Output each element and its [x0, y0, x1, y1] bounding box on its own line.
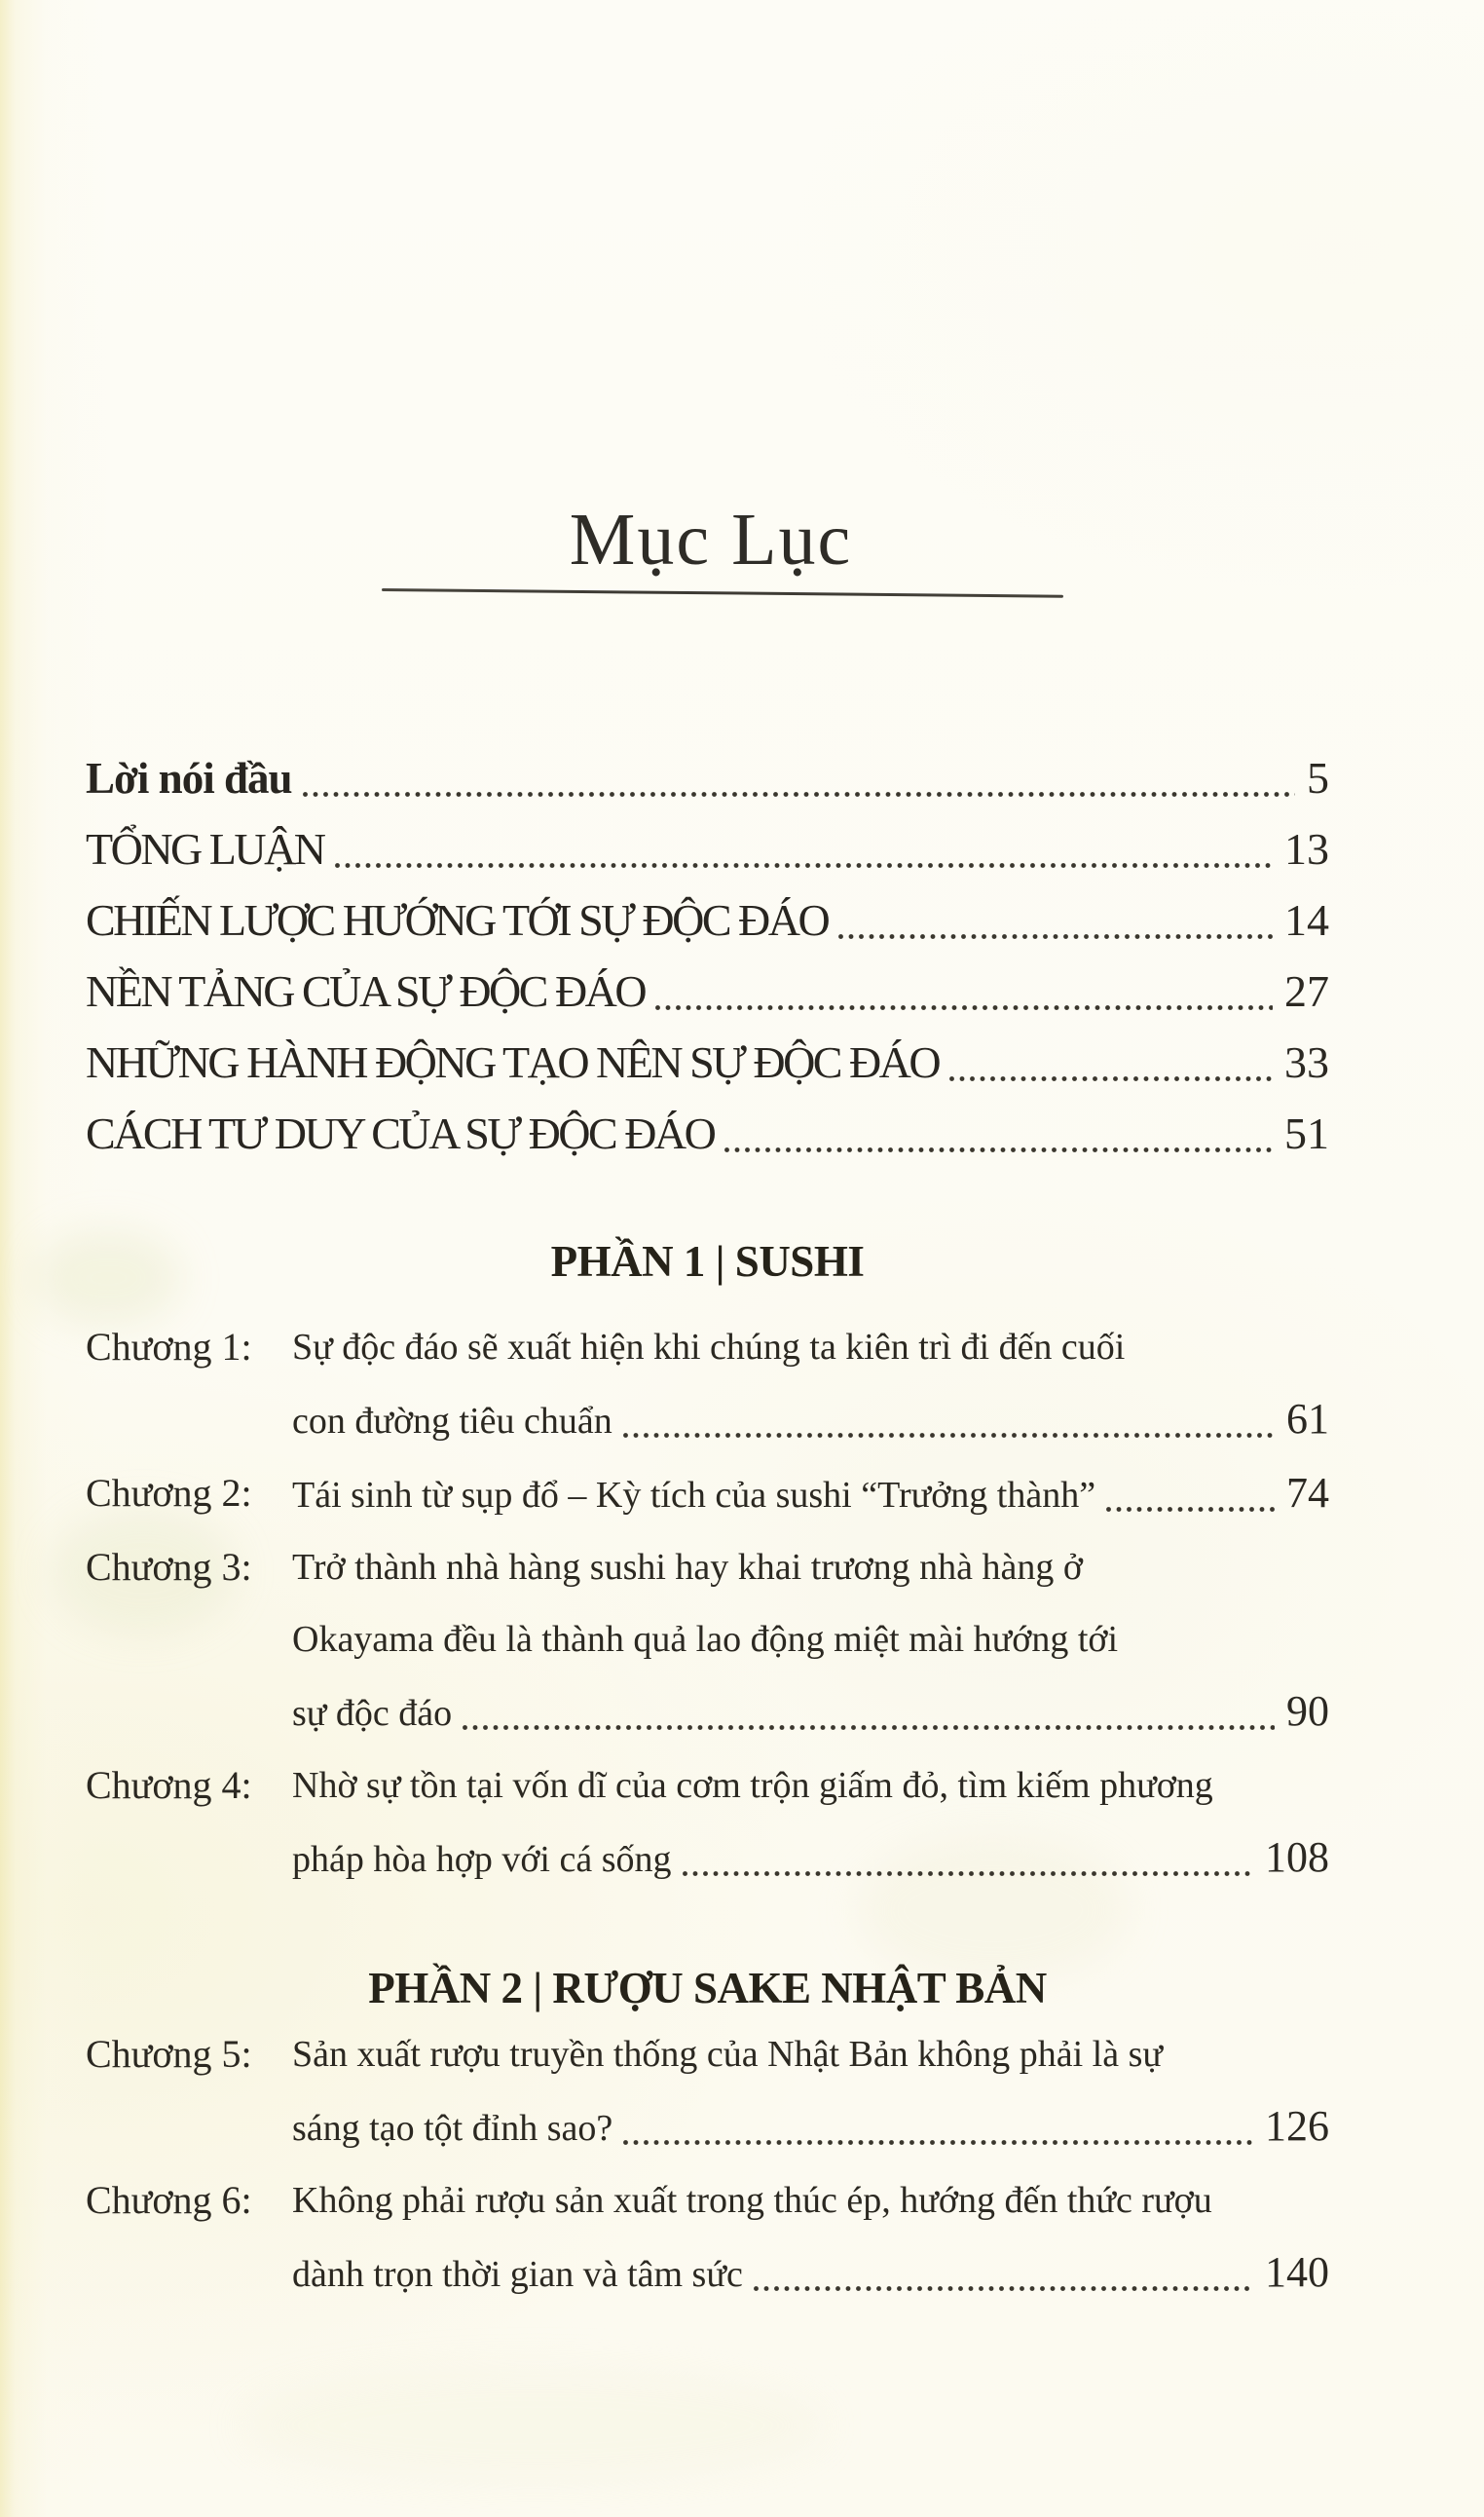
- dot-leader: [682, 1870, 1254, 1877]
- dot-leader: [462, 1724, 1275, 1731]
- toc-entry-page-number: 5: [1307, 753, 1329, 803]
- chapter-title-text: sáng tạo tột đỉnh sao?: [292, 2108, 613, 2149]
- chapter-title-text: pháp hòa hợp với cá sống: [292, 1839, 672, 1880]
- chapter-title-line: [292, 1822, 1329, 1896]
- chapter-content: [292, 1311, 1329, 1457]
- dot-leader: [753, 2285, 1253, 2292]
- dot-leader: [837, 933, 1273, 940]
- toc-entry-label: CHIẾN LƯỢC HƯỚNG TỚI SỰ ĐỘC ĐÁO: [86, 895, 829, 945]
- toc-entry: [86, 813, 1329, 884]
- scan-stain: [243, 2367, 828, 2484]
- chapter-title-line: Nhờ sự tồn tại vốn dĩ của cơm trộn giấm đỏ, tìm kiếm phương: [292, 1765, 1213, 1806]
- chapter-page-number: 74: [1286, 1469, 1329, 1517]
- toc-entry-label: Lời nói đầu: [86, 754, 292, 803]
- toc-entry: [86, 884, 1329, 956]
- dot-leader: [302, 791, 1295, 798]
- toc-entry-page-number: 27: [1284, 966, 1329, 1016]
- part-1-header: PHẦN 1 | SUSHI: [550, 1237, 865, 1286]
- chapter-title-line: Trở thành nhà hàng sushi hay khai trương nhà hàng ở: [292, 1547, 1083, 1588]
- chapter-content: [292, 1457, 1329, 1531]
- chapter-title-line: [292, 1675, 1329, 1749]
- toc-entry-page-number: 51: [1284, 1108, 1329, 1158]
- toc-entry: [86, 956, 1329, 1027]
- toc-chapter: [86, 2018, 1329, 2164]
- chapter-title-text: sự độc đáo: [292, 1693, 453, 1734]
- chapter-title-line: [292, 1383, 1329, 1457]
- toc-entry-label: NỀN TẢNG CỦA SỰ ĐỘC ĐÁO: [86, 966, 646, 1016]
- toc-chapter: [86, 1531, 1329, 1749]
- chapter-title-line: [292, 2236, 1329, 2310]
- toc-entry: [86, 742, 1329, 813]
- part-1-chapters: [86, 1311, 1329, 1896]
- toc-entry-page-number: 33: [1284, 1037, 1329, 1087]
- page-title: Mục Lục: [569, 499, 853, 581]
- chapter-page-number: 61: [1286, 1395, 1329, 1443]
- chapter-page-number: 126: [1265, 2102, 1329, 2150]
- toc-entry: [86, 1098, 1329, 1169]
- chapter-page-number: 108: [1265, 1833, 1329, 1881]
- chapter-title-line: Sự độc đáo sẽ xuất hiện khi chúng ta kiên trì đi đến cuối: [292, 1327, 1126, 1368]
- chapter-label: Chương 1:: [86, 1325, 252, 1369]
- part-2-chapters: [86, 2018, 1329, 2310]
- toc-chapter: [86, 1311, 1329, 1457]
- part-2-header: PHẦN 2 | RƯỢU SAKE NHẬT BẢN: [368, 1964, 1047, 2012]
- toc-chapter: [86, 1749, 1329, 1896]
- chapter-label: Chương 2:: [86, 1471, 252, 1515]
- toc-entry-label: TỔNG LUẬN: [86, 824, 324, 874]
- chapter-title-line: Okayama đều là thành quả lao động miệt mài hướng tới: [292, 1619, 1119, 1660]
- chapter-title-line: Sản xuất rượu truyền thống của Nhật Bản không phải là sự: [292, 2034, 1163, 2075]
- dot-leader: [622, 2139, 1253, 2146]
- chapter-label: Chương 5:: [86, 2032, 252, 2076]
- title-underline: [382, 588, 1063, 598]
- chapter-page-number: 90: [1286, 1687, 1329, 1735]
- chapter-title-line: [292, 1457, 1329, 1531]
- toc-entry: [86, 1027, 1329, 1098]
- toc-entry-page-number: 13: [1284, 824, 1329, 874]
- dot-leader: [948, 1075, 1273, 1082]
- chapter-content: [292, 1749, 1329, 1896]
- chapter-title-line: [292, 2090, 1329, 2164]
- dot-leader: [723, 1146, 1273, 1153]
- toc-entry-label: CÁCH TƯ DUY CỦA SỰ ĐỘC ĐÁO: [86, 1108, 715, 1158]
- dot-leader: [1105, 1506, 1275, 1513]
- chapter-label: Chương 4:: [86, 1763, 252, 1807]
- chapter-title-line: Không phải rượu sản xuất trong thúc ép, hướng đến thức rượu: [292, 2180, 1212, 2221]
- front-matter-list: [86, 742, 1329, 1169]
- chapter-title-text: Tái sinh từ sụp đổ – Kỳ tích của sushi “Trưởng thành”: [292, 1475, 1096, 1516]
- toc-chapter: [86, 2164, 1329, 2310]
- toc-entry-page-number: 14: [1284, 895, 1329, 945]
- chapter-content: [292, 1531, 1329, 1749]
- chapter-title-text: con đường tiêu chuẩn: [292, 1401, 612, 1442]
- chapter-content: [292, 2164, 1329, 2310]
- dot-leader: [654, 1004, 1273, 1011]
- chapter-content: [292, 2018, 1329, 2164]
- chapter-label: Chương 3:: [86, 1545, 252, 1589]
- toc-chapter: [86, 1457, 1329, 1531]
- chapter-page-number: 140: [1265, 2248, 1329, 2296]
- chapter-label: Chương 6:: [86, 2178, 252, 2222]
- chapter-title-text: dành trọn thời gian và tâm sức: [292, 2254, 743, 2295]
- toc-entry-label: NHỮNG HÀNH ĐỘNG TẠO NÊN SỰ ĐỘC ĐÁO: [86, 1037, 940, 1087]
- dot-leader: [334, 862, 1273, 869]
- dot-leader: [622, 1432, 1275, 1439]
